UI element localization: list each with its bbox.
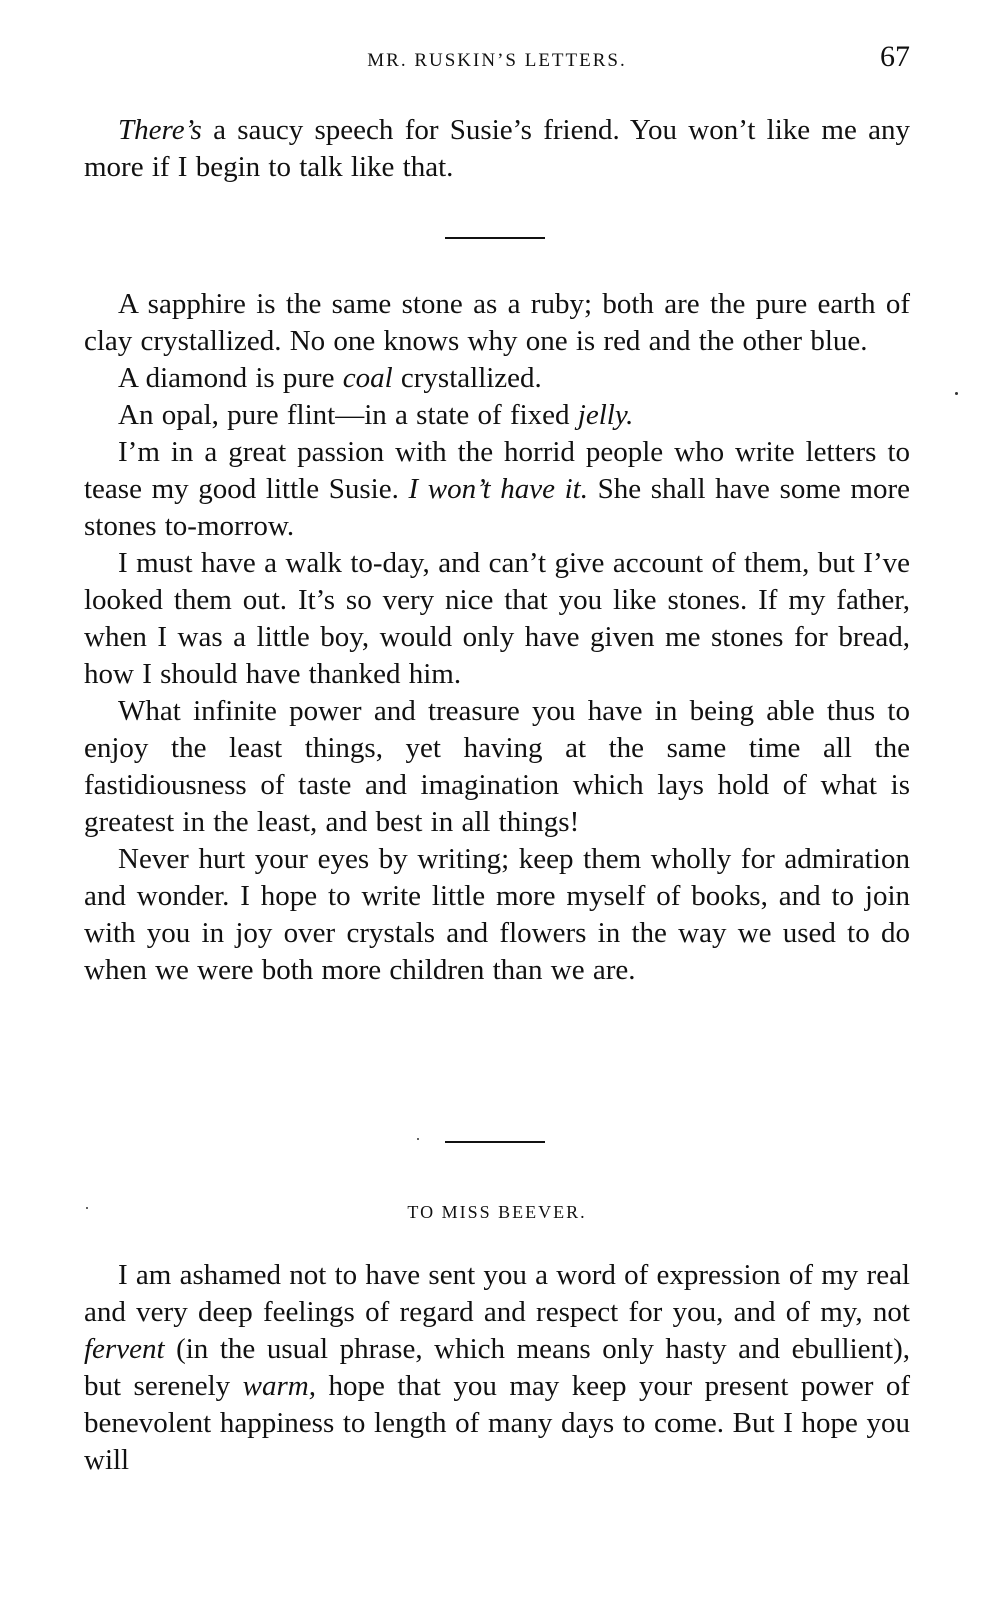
paragraph-text: I am ashamed not to have sent you a word of expression of my real and very deep feelings of regard and respect for you, and of my, not: [84, 1259, 910, 1328]
paragraph: [84, 545, 910, 693]
italic-text: warm,: [242, 1370, 316, 1402]
paragraph: [84, 397, 910, 434]
paragraph-text: crystallized.: [392, 362, 542, 394]
second-letter-block: [84, 1257, 910, 1479]
paragraph-text: Never hurt your eyes by writing; keep them wholly for admiration and wonder. I hope to write little more myself of books, and to join with you in joy over crystals and flowers in the way we used to do when we were both more children than we are.: [84, 843, 910, 986]
print-speck: [417, 1138, 419, 1140]
paragraph: [84, 841, 910, 989]
paragraph-text: (in the usual phrase, which means only hasty and ebullient), but serenely: [84, 1333, 910, 1402]
paragraph: [84, 360, 910, 397]
paragraph: [84, 286, 910, 360]
paragraph: [84, 1257, 910, 1479]
paragraph-text: She shall have some more stones to-morrow.: [84, 473, 911, 542]
paragraph: [84, 112, 910, 186]
paragraph-text: I must have a walk to-day, and can’t give account of them, but I’ve looked them out. It’s so very nice that you like stones. If my father, when I was a little boy, would only have given me stones for bread, how I should have thanked him.: [84, 547, 910, 690]
running-head: [84, 40, 910, 80]
paragraph-text: A diamond is pure: [118, 362, 343, 394]
italic-text: coal: [342, 362, 393, 394]
print-speck: [86, 1207, 88, 1209]
running-title: MR. RUSKIN’S LETTERS.: [367, 50, 627, 71]
letter-body-block: [84, 286, 910, 989]
paragraph: [84, 434, 910, 545]
italic-text: There’s: [118, 114, 202, 146]
print-speck: [955, 392, 958, 395]
page-number: 67: [880, 40, 910, 73]
section-divider-rule: [445, 237, 545, 239]
paragraph-text: I’m in a great passion with the horrid people who write letters to tease my good little Susie.: [84, 436, 910, 505]
section-divider-rule: [445, 1141, 545, 1143]
italic-text: I won’t have it.: [408, 473, 588, 505]
paragraph-text: hope that you may keep your present power of benevolent happiness to length of many days to come. But I hope you will: [84, 1370, 911, 1476]
paragraph: [84, 693, 910, 841]
italic-text: jelly.: [577, 399, 634, 431]
opening-paragraph-block: [84, 112, 910, 186]
paragraph-text: An opal, pure flint—in a state of fixed: [118, 399, 578, 431]
paragraph-text: What infinite power and treasure you have in being able thus to enjoy the least things, yet having at the same time all the fastidiousness of taste and imagination which lays hold of what is greatest in the least, and best in all things!: [84, 695, 910, 838]
paragraph-text: A sapphire is the same stone as a ruby; both are the pure earth of clay crystallized. No one knows why one is red and the other blue.: [84, 288, 910, 357]
paragraph-text: a saucy speech for Susie’s friend. You won’t like me any more if I begin to talk like that.: [84, 114, 910, 183]
italic-text: fervent: [84, 1333, 165, 1365]
section-heading: TO MISS BEEVER.: [407, 1202, 587, 1222]
